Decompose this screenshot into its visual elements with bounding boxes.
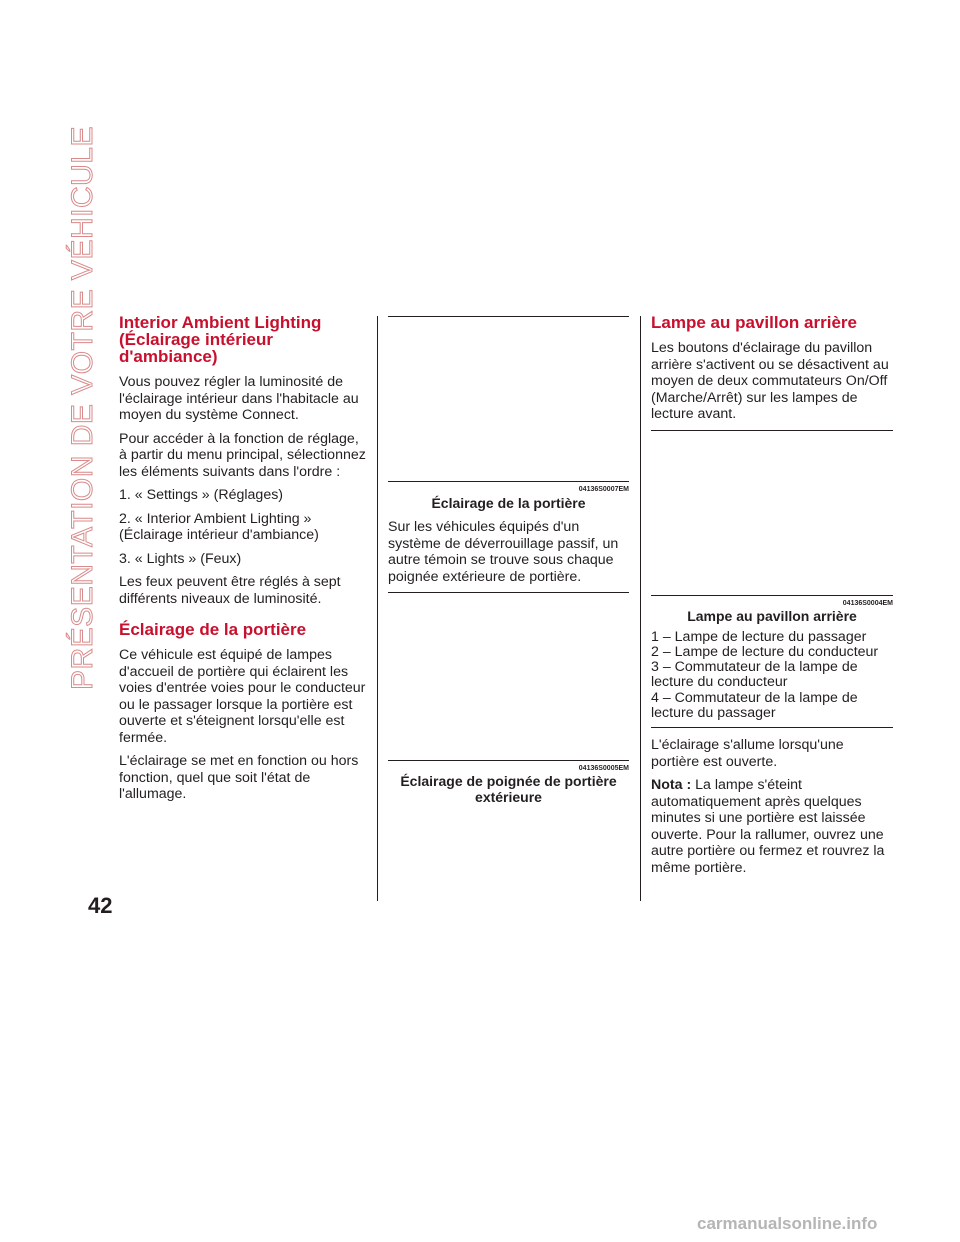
figure-door-handle-lighting xyxy=(388,592,629,805)
paragraph-ambient-intro: Vous pouvez régler la luminosité de l'éclairage intérieur dans l'habitacle au moyen du système Connect. xyxy=(119,374,359,423)
figure-code: 04136S0005EM xyxy=(578,765,629,772)
legend-item: lecture du conducteur xyxy=(651,674,788,691)
paragraph-ambient-access: Pour accéder à la fonction de réglage, à partir du menu principal, sélectionnez les éléments suivants dans l'ordre : xyxy=(119,430,366,480)
paragraph-door-ignition: L'éclairage se met en fonction ou hors fonction, quel que soit l'état de l'allumage. xyxy=(119,753,359,802)
column-1 xyxy=(119,314,367,810)
figure-top-rule xyxy=(651,430,893,431)
figure-code: 04136S0004EM xyxy=(842,599,893,607)
legend-item: 1 – Lampe de lecture du passager xyxy=(651,628,867,645)
section-side-title: PRÉSENTATION DE VOTRE VÉHICULE xyxy=(66,126,99,690)
nota-label: Nota : xyxy=(651,777,692,794)
figure-bottom-rule xyxy=(651,595,893,596)
figure-top-rule xyxy=(388,592,629,593)
page-number: 42 xyxy=(88,893,113,918)
paragraph-rear-dome-lamp: Les boutons d'éclairage du pavillon arrière s'activent ou se désactivent au moyen de deux commutateurs On/Off (Marche/Arrêt) sur les lampes de lecture avant. xyxy=(651,340,889,422)
figure-door-lighting xyxy=(388,316,629,515)
legend-list xyxy=(651,630,893,722)
paragraph-passive-entry: Sur les véhicules équipés d'un système de déverrouillage passif, un autre témoin se trouve sous chaque poignée extérieure de portière. xyxy=(388,519,619,585)
paragraph-ambient-levels: Les feux peuvent être réglés à sept différents niveaux de luminosité. xyxy=(119,574,341,607)
legend-item: 2 – Lampe de lecture du conducteur xyxy=(651,643,879,660)
column-divider-right xyxy=(640,316,641,901)
figure-bottom-rule xyxy=(388,760,629,761)
figure-top-rule xyxy=(388,316,629,317)
nota-text: La lampe s'éteint automatiquement après quelques minutes si une portière est laissée ouverte. Pour la rallumer, ouvrez une autre portière ou fermez et rouvrez la même portière. xyxy=(651,777,885,876)
figure-code: 04136S0007EM xyxy=(578,486,629,493)
legend-item: 4 – Commutateur de la lampe de xyxy=(651,689,858,706)
paragraph-door-lamps: Ce véhicule est équipé de lampes d'accueil de portière qui éclairent les voies d'entrée voies pour le conducteur ou le passager lorsque la portière est ouverte et s'éteignent lorsqu'elle est fermée. xyxy=(119,647,366,746)
step-3: 3. « Lights » (Feux) xyxy=(119,550,242,567)
heading-rear-dome-lamp: Lampe au pavillon arrière xyxy=(651,313,857,332)
column-2 xyxy=(388,316,629,805)
heading-door-lighting: Éclairage de la portière xyxy=(119,620,307,639)
column-3 xyxy=(651,314,893,883)
figure-caption: Lampe au pavillon arrière xyxy=(687,607,857,624)
paragraph-lamp-on: L'éclairage s'allume lorsqu'une portière est ouverte. xyxy=(651,737,844,770)
figure-caption: Éclairage de la portière xyxy=(431,495,586,511)
legend-item: 3 – Commutateur de la lampe de xyxy=(651,659,858,676)
figure-bottom-rule xyxy=(388,481,629,482)
heading-interior-ambient-lighting: Interior Ambient Lighting (Éclairage intérieur d'ambiance) xyxy=(119,313,322,366)
watermark: carmanualsonline.info xyxy=(697,1214,878,1233)
legend-item: lecture du passager xyxy=(651,704,776,721)
step-1: 1. « Settings » (Réglages) xyxy=(119,487,284,503)
column-divider-left xyxy=(377,316,378,901)
figure-caption: Éclairage de poignée de portière extérieure xyxy=(400,773,617,805)
figure-rear-dome-lamp xyxy=(651,430,893,627)
nota-paragraph xyxy=(651,777,893,876)
step-2: 2. « Interior Ambient Lighting » (Éclairage intérieur d'ambiance) xyxy=(119,510,319,543)
legend-bottom-rule xyxy=(651,727,893,728)
